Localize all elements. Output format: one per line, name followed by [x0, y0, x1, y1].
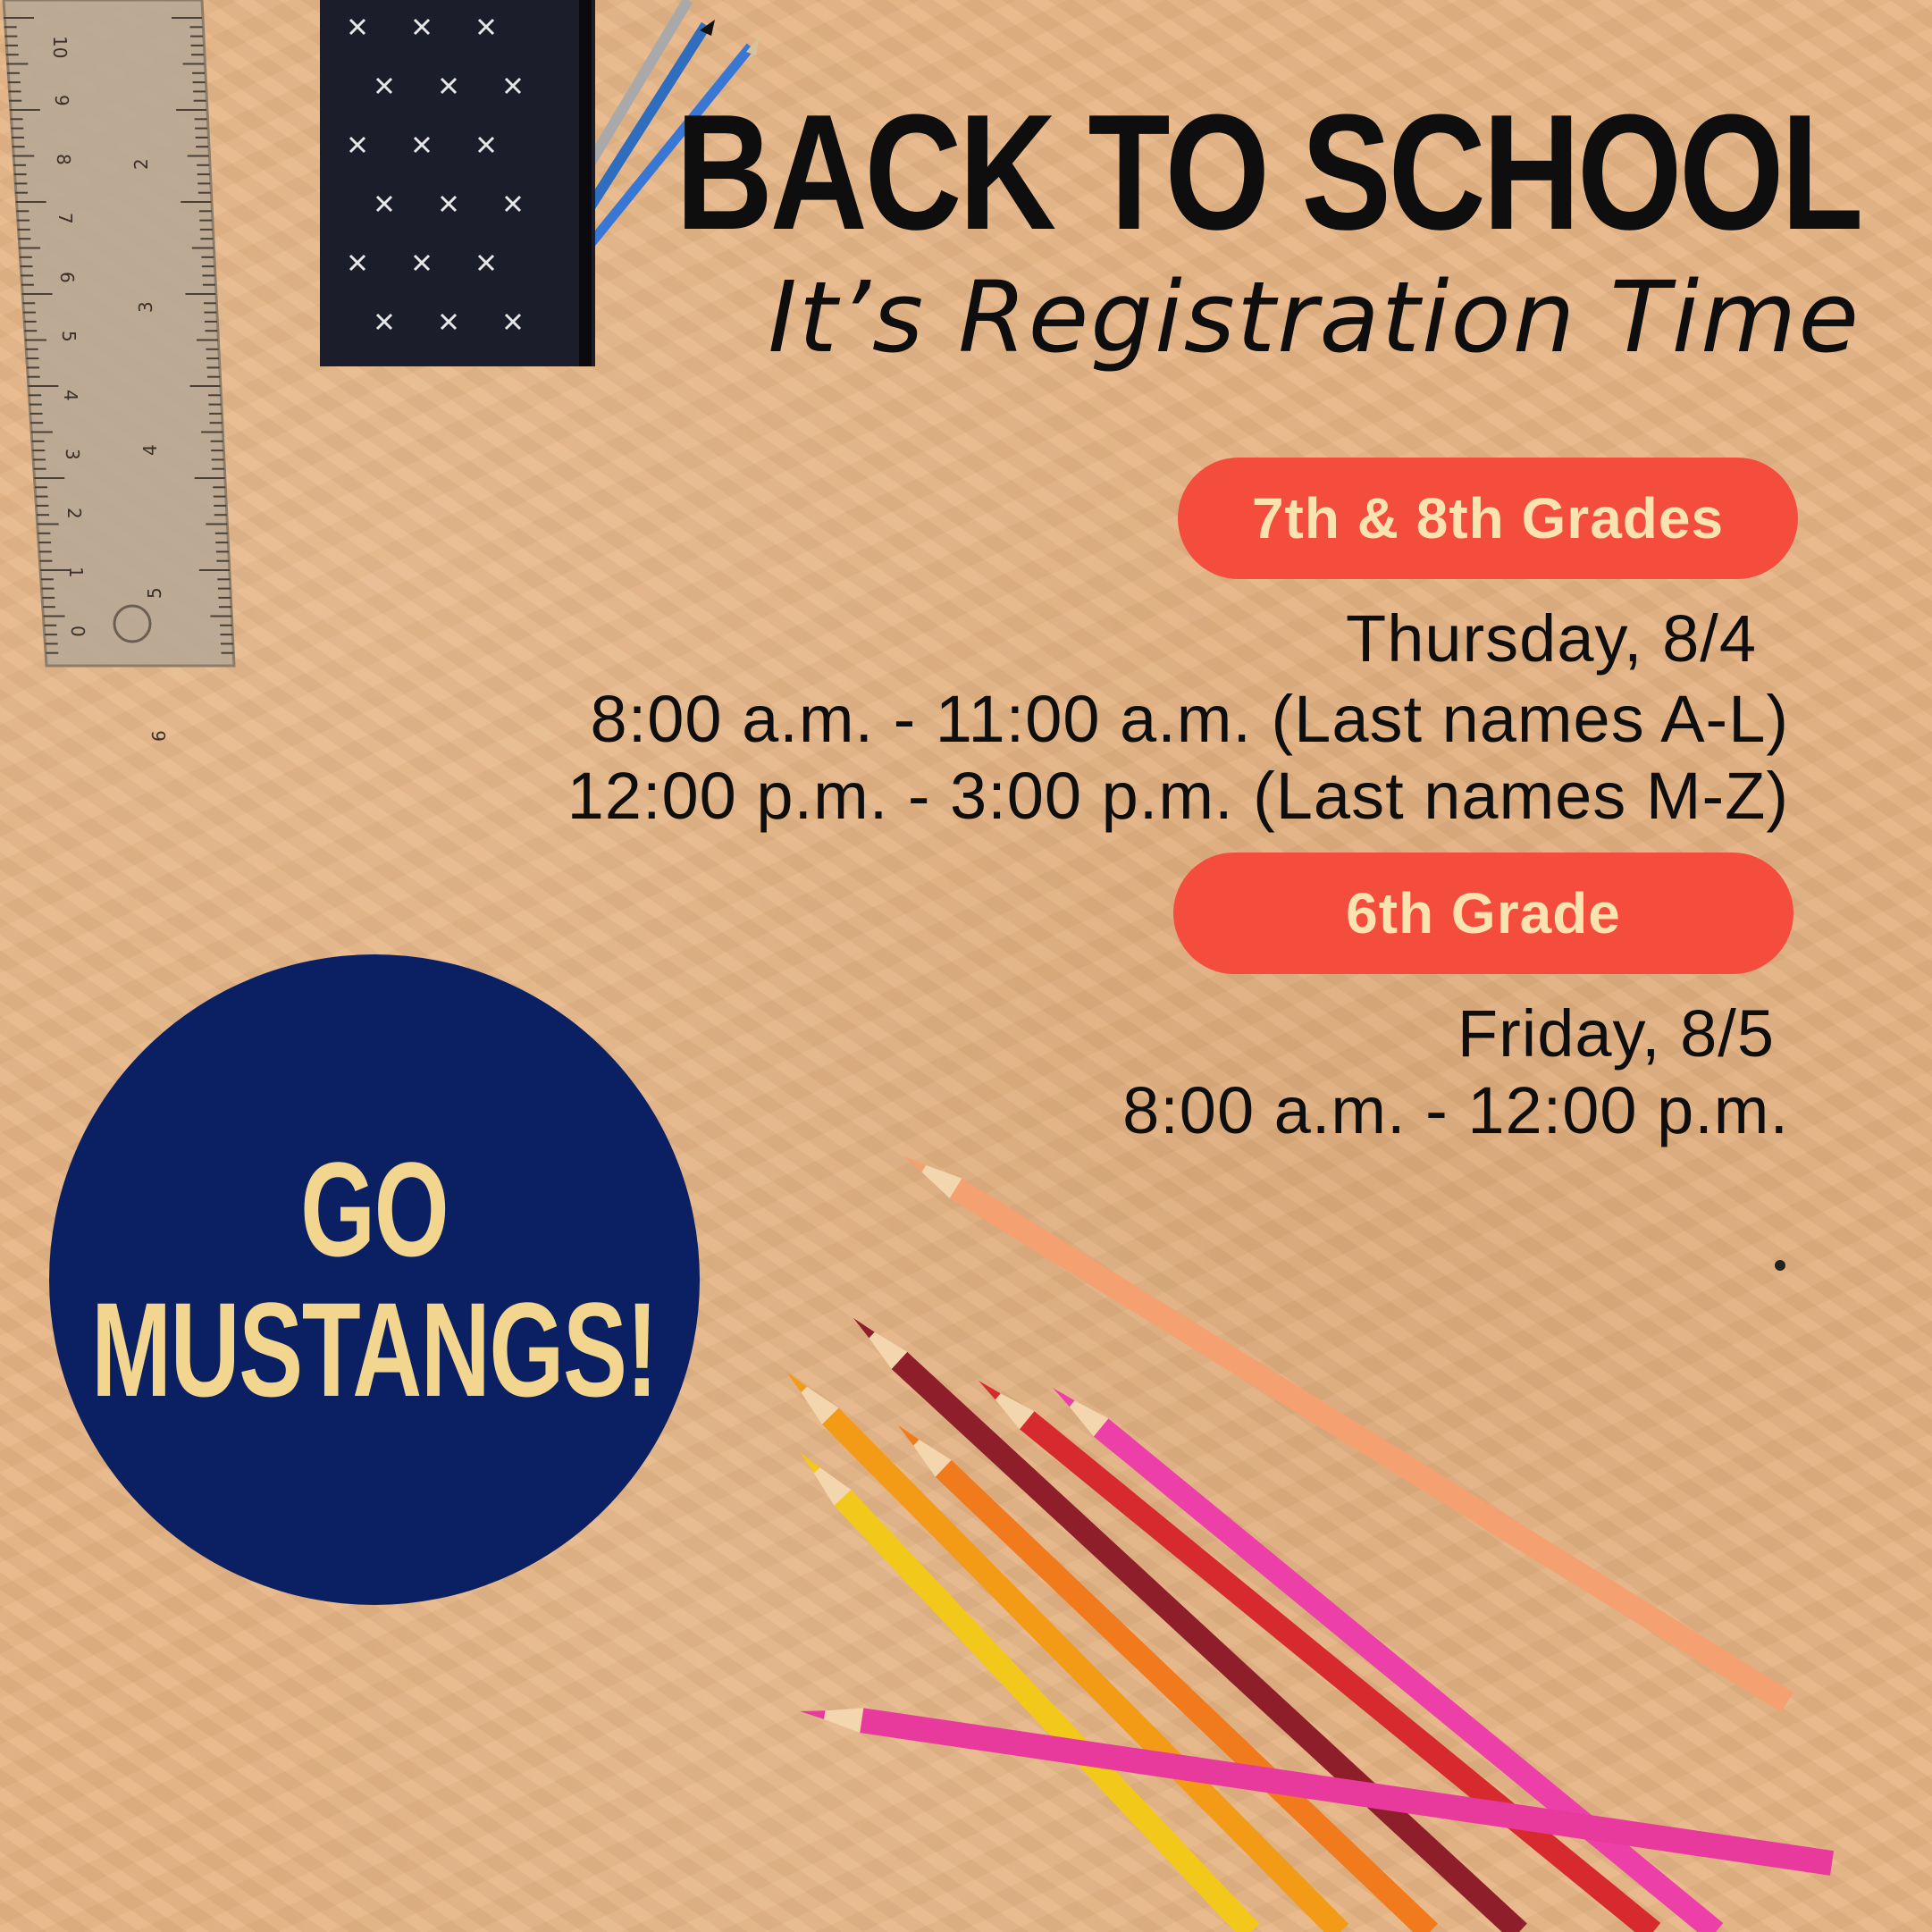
ruler-label: 5 — [144, 587, 165, 599]
schedule-day: Thursday, 8/4 — [1346, 601, 1757, 676]
ruler-label: 6 — [56, 272, 78, 283]
ruler-label: 4 — [60, 390, 81, 401]
ruler-label: 5 — [58, 331, 80, 342]
ruler-label: 8 — [53, 154, 74, 165]
schedule-day: Friday, 8/5 — [1457, 996, 1775, 1071]
ruler-label: 6 — [148, 730, 170, 742]
page-title: BACK TO SCHOOL — [675, 80, 1861, 264]
ruler-label: 2 — [63, 508, 85, 519]
ruler-label: 9 — [51, 95, 72, 106]
page-subtitle: It’s Registration Time — [768, 260, 1861, 374]
ruler-label: 2 — [130, 158, 152, 170]
ruler-image — [0, 0, 250, 742]
grade-badge-7-8 — [1178, 458, 1798, 579]
ruler-label: 3 — [135, 301, 156, 313]
ruler-label: 1 — [65, 567, 87, 578]
badge-line: GO — [300, 1133, 449, 1284]
stray-dot — [1775, 1260, 1785, 1271]
ruler-label: 3 — [62, 449, 83, 460]
schedule-slot: 8:00 a.m. - 11:00 a.m. (Last names A-L) — [590, 682, 1789, 756]
colored-pencils-image — [769, 1126, 1930, 1932]
mascot-badge — [49, 954, 700, 1605]
grade-badge-6 — [1173, 853, 1793, 974]
grade-badge-label: 7th & 8th Grades — [1251, 486, 1725, 550]
schedule-slot: 8:00 a.m. - 12:00 p.m. — [1122, 1073, 1789, 1147]
grade-badge-label: 6th Grade — [1346, 881, 1621, 945]
badge-line: MUSTANGS! — [91, 1274, 658, 1424]
ruler-label: 10 — [49, 36, 71, 59]
ruler-label: 4 — [139, 444, 161, 456]
schedule-slot: 12:00 p.m. - 3:00 p.m. (Last names M-Z) — [567, 759, 1789, 833]
ruler-label: 7 — [55, 213, 76, 224]
ruler-label: 0 — [67, 626, 88, 637]
